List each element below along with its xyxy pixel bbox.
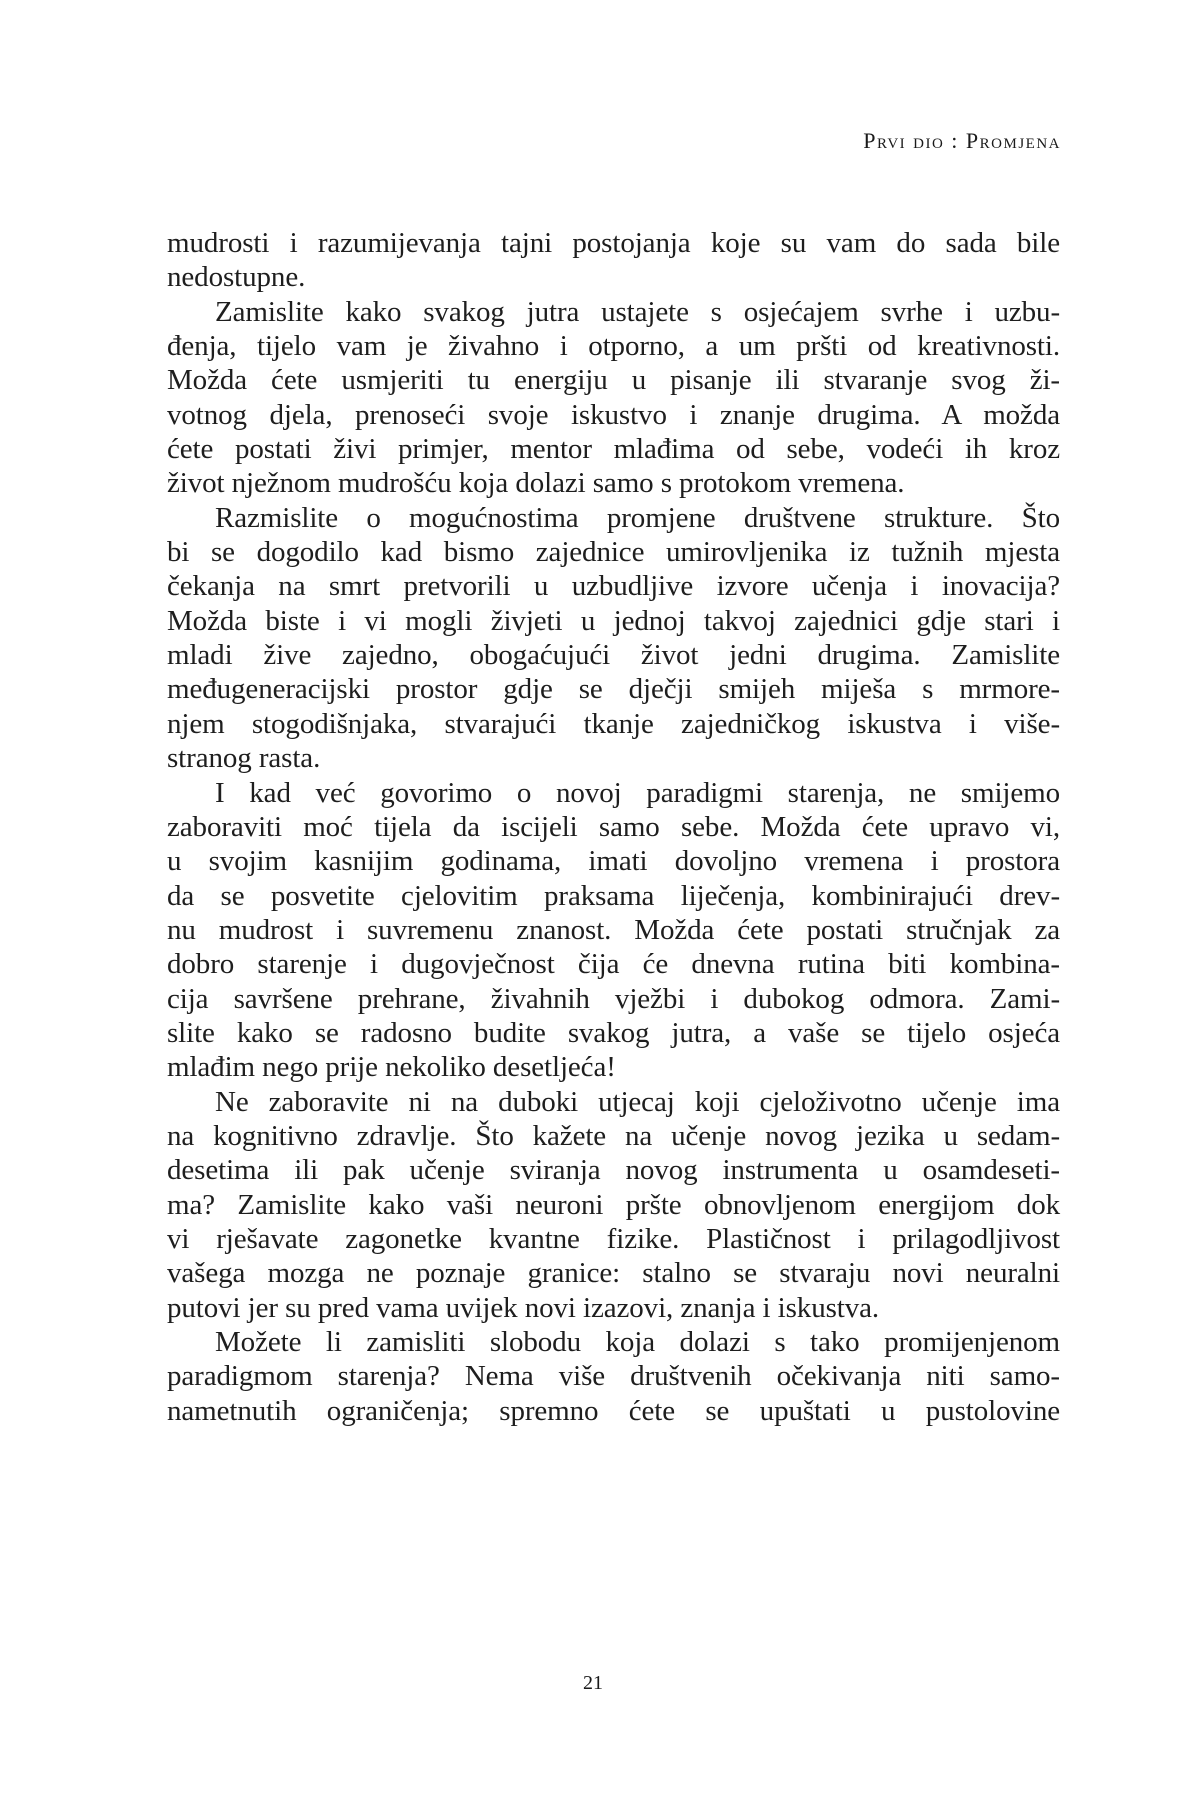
paragraph-imagine-mornings <box>167 295 1060 501</box>
text-line: čekanja na smrt pretvorili u uzbudljive izvore učenja i inovacija? <box>167 570 1060 603</box>
running-header: Prvi dio : Promjena <box>863 128 1061 153</box>
text-line: putovi jer su pred vama uvijek novi izazovi, znanja i iskustva. <box>167 1291 880 1324</box>
text-line: međugeneracijski prostor gdje se dječji smijeh miješa s mrmore- <box>167 673 1060 706</box>
text-line: ćete postati živi primjer, mentor mlađima od sebe, vodeći ih kroz <box>167 433 1060 466</box>
text-line: njem stogodišnjaka, stvarajući tkanje zajedničkog iskustva i više- <box>167 707 1060 740</box>
text-line: dobro starenje i dugovječnost čija će dnevna rutina biti kombina- <box>167 948 1060 981</box>
paragraph-freedom <box>167 1325 1060 1428</box>
paragraph-social-structure <box>167 501 1060 776</box>
paragraph-lifelong-learning <box>167 1085 1060 1325</box>
text-line: paradigmom starenja? Nema više društvenih očekivanja niti samo- <box>167 1360 1060 1393</box>
text-line: vi rješavate zagonetke kvantne fizike. Plastičnost i prilagodljivost <box>167 1222 1060 1255</box>
paragraph-continuation <box>167 226 1060 295</box>
text-line: I kad već govorimo o novoj paradigmi starenja, ne smijemo <box>215 776 1060 809</box>
text-line: u svojim kasnijim godinama, imati dovoljno vremena i prostora <box>167 845 1060 878</box>
text-line: Možda ćete usmjeriti tu energiju u pisanje ili stvaranje svog ži- <box>167 364 1060 397</box>
text-line: Možete li zamisliti slobodu koja dolazi s tako promijenjenom <box>215 1326 1060 1358</box>
text-line: mudrosti i razumijevanja tajni postojanja koje su vam do sada bile <box>167 227 1060 259</box>
text-line: da se posvetite cjelovitim praksama liječenja, kombinirajući drev- <box>167 879 1060 912</box>
text-line: nametnutih ograničenja; spremno ćete se upuštati u pustolovine <box>167 1394 1060 1427</box>
text-line: mlađim nego prije nekoliko desetljeća! <box>167 1051 616 1084</box>
text-line: Možda biste i vi mogli živjeti u jednoj takvoj zajednici gdje stari i <box>167 604 1060 637</box>
text-line: na kognitivno zdravlje. Što kažete na učenje novog jezika u sedam- <box>167 1119 1060 1152</box>
text-line: ma? Zamislite kako vaši neuroni pršte obnovljenom energijom dok <box>167 1188 1060 1221</box>
text-line: mladi žive zajedno, obogaćujući život jedni drugima. Zamislite <box>167 639 1060 672</box>
body-text <box>167 226 1060 1428</box>
text-line: nedostupne. <box>167 261 306 294</box>
text-line: nu mudrost i suvremenu znanost. Možda ćete postati stručnjak za <box>167 913 1060 946</box>
text-line: Razmislite o mogućnostima promjene društvene strukture. Što <box>215 501 1060 534</box>
text-line: Zamislite kako svakog jutra ustajete s osjećajem svrhe i uzbu- <box>215 295 1060 328</box>
page-number: 21 <box>583 1672 603 1694</box>
text-line: bi se dogodilo kad bismo zajednice umirovljenika iz tužnih mjesta <box>167 536 1060 569</box>
text-line: vašega mozga ne poznaje granice: stalno se stvaraju novi neuralni <box>167 1257 1060 1290</box>
text-line: život nježnom mudrošću koja dolazi samo s protokom vremena. <box>167 467 905 500</box>
text-line: desetima ili pak učenje sviranja novog instrumenta u osamdeseti- <box>167 1154 1060 1187</box>
text-line: Ne zaboravite ni na duboki utjecaj koji cjeloživotno učenje ima <box>215 1085 1060 1118</box>
text-line: stranog rasta. <box>167 742 321 775</box>
paragraph-healing <box>167 776 1060 1085</box>
text-line: votnog djela, prenoseći svoje iskustvo i znanje drugima. A možda <box>167 398 1060 431</box>
text-line: slite kako se radosno budite svakog jutra, a vaše se tijelo osjeća <box>167 1016 1060 1049</box>
text-line: đenja, tijelo vam je živahno i otporno, a um pršti od kreativnosti. <box>167 330 1060 363</box>
text-line: zaboraviti moć tijela da iscijeli samo sebe. Možda ćete upravo vi, <box>167 810 1060 843</box>
text-line: cija savršene prehrane, živahnih vježbi i dubokog odmora. Zami- <box>167 982 1060 1015</box>
